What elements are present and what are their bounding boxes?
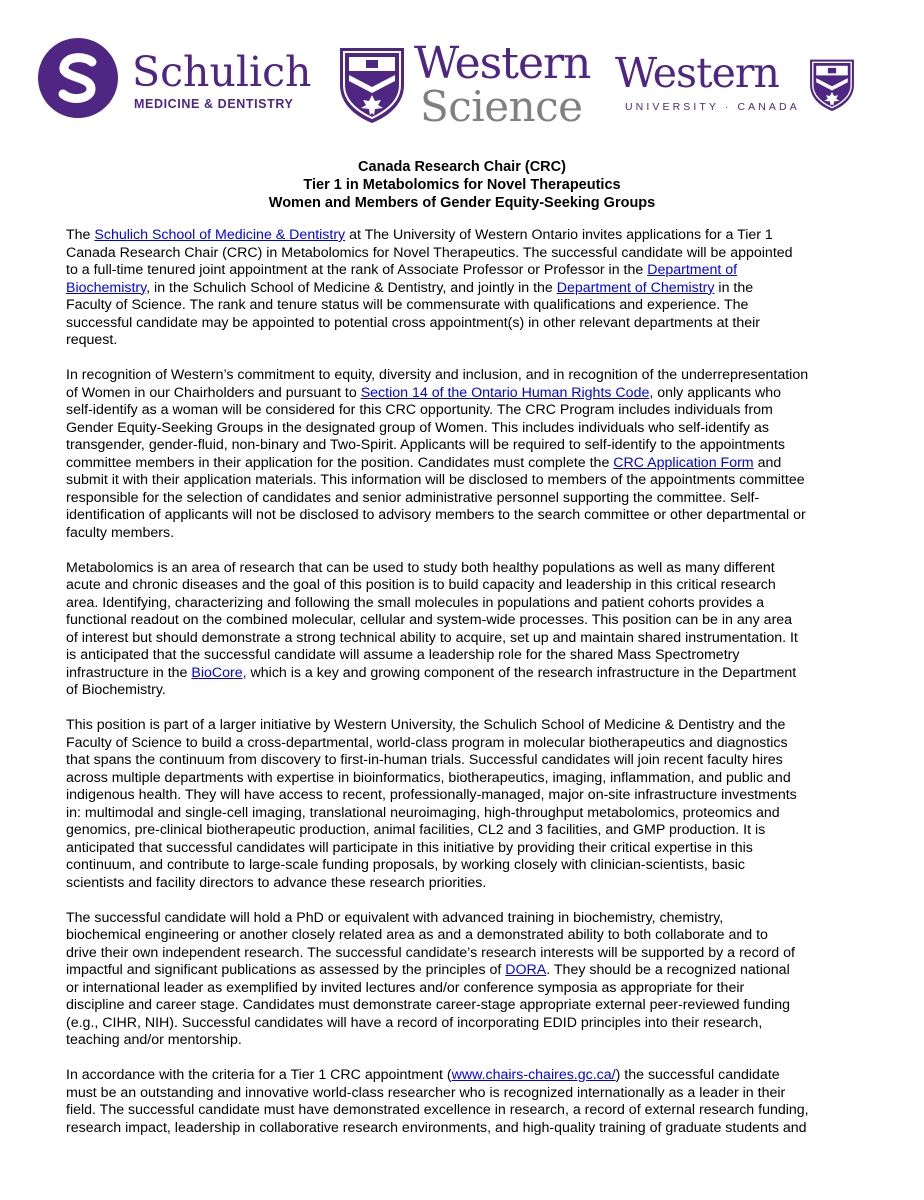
- title-line-3: Women and Members of Gender Equity-Seeking Groups: [268, 195, 656, 211]
- title-line-2: Tier 1 in Metabolomics for Novel Therapeutics: [303, 177, 621, 193]
- chairs-website-link[interactable]: www.chairs-chaires.gc.ca/: [451, 1067, 616, 1083]
- crc-application-form-link[interactable]: CRC Application Form: [613, 454, 754, 471]
- paragraph-intro: The Schulich School of Medicine & Dentistry at The University of Western Ontario invites applications for a Tier 1 Canada Research Chair (CRC) in Metabolomics for Novel Therapeutics. The successful candidate will be appointed to a full-time tenured joint appointment at the rank of Associate Professor or Professor in the Department of Biochemistry, in the Schulich School of Medicine & Dentistry, and jointly in the Department of Chemistry in the Faculty of Science. The rank and tenure status will be commensurate with qualifications and experience. The successful candidate may be appointed to potential cross appointment(s) in other relevant departments at their request.: [66, 227, 793, 348]
- title-line-1: Canada Research Chair (CRC): [358, 159, 566, 175]
- paragraph-qualifications: The successful candidate will hold a PhD or equivalent with advanced training in biochemistry, chemistry, biochemical engineering or another closely related area as and a demonstrated ability to both collaborate and to drive their own independent research. The successful candidate’s research interests will be supported by a record of impactful and significant publications as assessed by the principles of DORA. They should be a recognized national or international leader as exemplified by invited lectures and/or conference symposia as appropriate for their discipline and career stage. Candidates must demonstrate career-stage appropriate external peer-reviewed funding (e.g., CIHR, NIH). Successful candidates will have a record of incorporating EDID principles into their research, teaching and/or mentorship.: [66, 909, 795, 1048]
- western-university-subtitle: UNIVERSITY · CANADA: [625, 101, 800, 113]
- western-university-wordmark: Western: [615, 49, 779, 97]
- biochemistry-department-link[interactable]: Department of: [647, 262, 738, 278]
- schulich-wordmark: Schulich: [132, 48, 312, 96]
- paragraph-equity: In recognition of Western’s commitment to equity, diversity and inclusion, and in recognition of the underrepresentation of Women in our Chairholders and pursuant to Section 14 of the Ontario Human Rights Code, only applicants who self-identify as a woman will be considered for this CRC opportunity. The CRC Program includes individuals from Gender Equity-Seeking Groups in the designated group of Women. This includes individuals who self-identify as transgender, gender-fluid, non-binary and Two-Spirit. Applicants will be required to self-identify to the appointments committee members in their application for the position. Candidates must complete the CRC Application Form and submit it with their application materials. This information will be disclosed to members of the appointments committee responsible for the selection of candidates and senior administrative personnel supporting the committee. Self- identification of applicants will not be disclosed to advisory members to the search committee or other departmental or faculty members.: [66, 367, 809, 541]
- schulich-s-icon: [38, 38, 118, 118]
- western-science-wordmark-top: Western: [414, 38, 591, 89]
- paragraph-initiative: This position is part of a larger initiative by Western University, the Schulich School of Medicine & Dentistry and the Faculty of Science to build a cross-departmental, world-class program in molecular biotherapeutics and diagnostics that spans the continuum from discovery to first-in-human trials. Successful candidates will join recent faculty hires across multiple departments with expertise in bioinformatics, biotherapeutics, imaging, inflammation, and public and indigenous health. They will have access to recent, professionally-managed, major on-site infrastructure investments in: multimodal and single-cell imaging, translational neuroimaging, high-throughput metabolomics, proteomics and genomics, pre-clinical biotherapeutic production, animal facilities, CL2 and 3 facilities, and GMP production. It is anticipated that successful candidates will participate in this initiative by providing their critical expertise in this continuum, and contribute to large-scale funding proposals, by working closely with clinician-scientists, basic scientists and facility directors to advance these research priorities.: [66, 717, 797, 891]
- logo-bar: [0, 0, 924, 140]
- western-science-wordmark-bottom: Science: [420, 82, 583, 131]
- dora-link[interactable]: DORA: [505, 962, 547, 978]
- posting-title: [0, 158, 924, 212]
- western-shield-icon: [337, 45, 407, 125]
- schulich-subtitle: MEDICINE & DENTISTRY: [134, 97, 294, 111]
- paragraph-tier1-criteria: In accordance with the criteria for a Tier 1 CRC appointment (www.chairs-chaires.gc.ca/) the successful candidate must be an outstanding and innovative world-class researcher who is recognized internationally as a leader in their field. The successful candidate must have demonstrated excellence in research, a record of external research funding, research impact, leadership in collaborative research environments, and high-quality training of graduate students and: [66, 1067, 809, 1136]
- western-shield-small-icon: [808, 57, 856, 113]
- biochemistry-department-link-cont[interactable]: Biochemistry: [66, 279, 147, 296]
- posting-body: [66, 227, 866, 1155]
- biocore-link[interactable]: BioCore,: [191, 664, 247, 681]
- human-rights-code-link[interactable]: Section 14 of the Ontario Human Rights Code: [360, 384, 650, 401]
- chemistry-department-link[interactable]: Department of Chemistry: [556, 279, 715, 296]
- schulich-school-link[interactable]: Schulich School of Medicine & Dentistry: [94, 227, 346, 243]
- paragraph-metabolomics: Metabolomics is an area of research that can be used to study both healthy populations as well as many different acute and chronic diseases and the goal of this position is to build capacity and leadership in this critical research area. Identifying, characterizing and following the small molecules in populations and patient cohorts provides a functional readout on the combined molecular, cellular and system-wide processes. This position can be in any area of interest but should demonstrate a strong technical ability to acquire, set up and maintain shared instrumentation. It is anticipated that the successful candidate will assume a leadership role for the shared Mass Spectrometry infrastructure in the BioCore, which is a key and growing component of the research infrastructure in the Department of Biochemistry.: [66, 559, 798, 698]
